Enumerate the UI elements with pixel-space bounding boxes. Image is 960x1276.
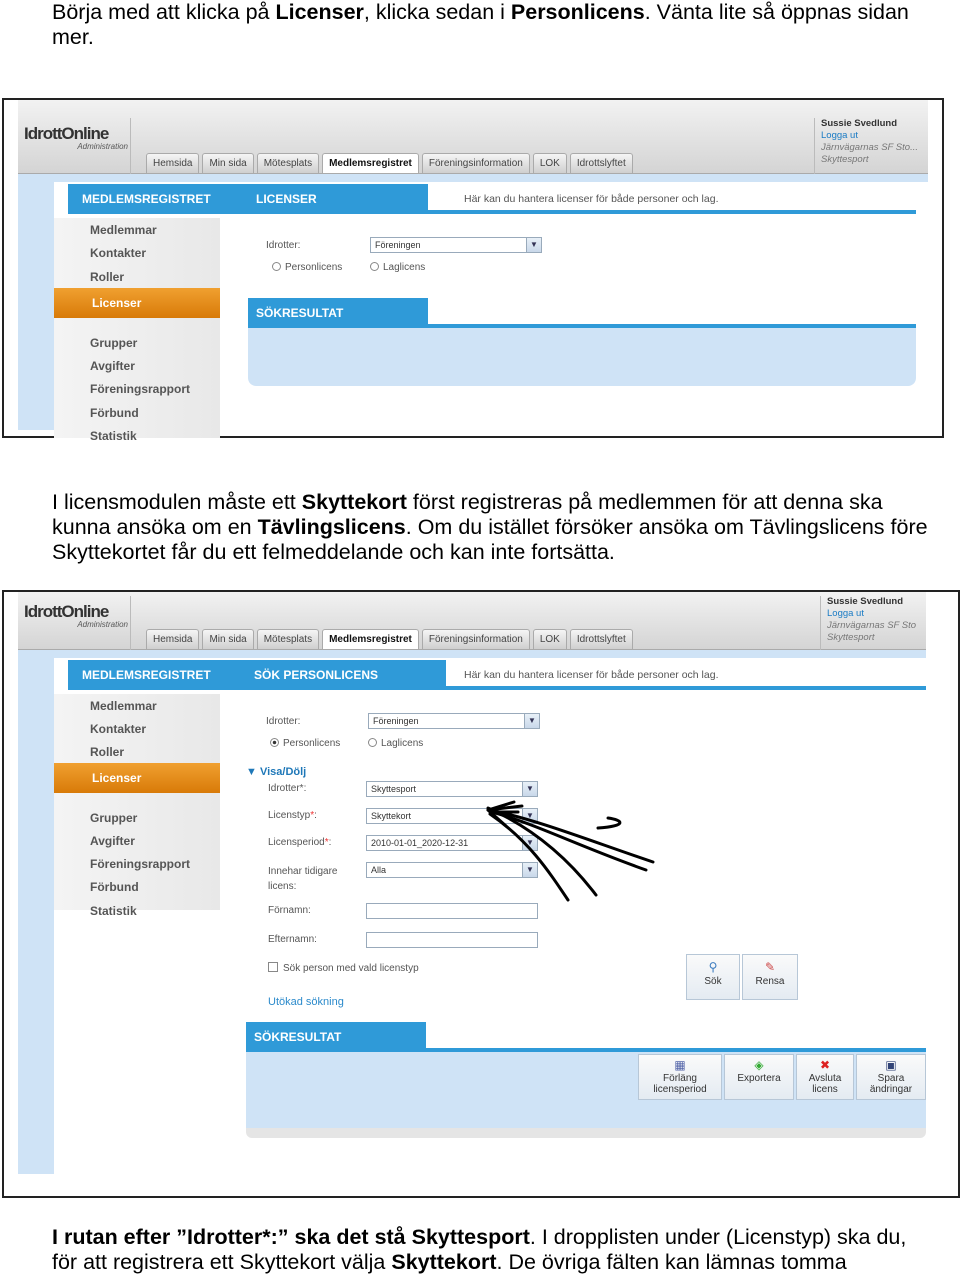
calendar-icon: ▦ (674, 1058, 686, 1072)
radio-laglicens[interactable]: Laglicens (368, 738, 423, 749)
idrotter-req-select[interactable]: Skyttesport ▼ (366, 781, 538, 797)
nav-lok[interactable]: LOK (533, 629, 567, 649)
chevron-down-icon: ▼ (522, 863, 537, 877)
innehar-label: Innehar tidigare licens: (268, 866, 338, 892)
side-title: MEDLEMSREGISTRET (68, 660, 248, 690)
menu-foreningsrapport[interactable]: Föreningsrapport (90, 382, 191, 396)
efternamn-label: Efternamn: (268, 934, 317, 945)
idrotter-label: Idrotter: (266, 240, 301, 251)
magnifier-icon: ⚲ (708, 960, 718, 974)
chevron-down-icon: ▼ (522, 836, 537, 850)
logout-link[interactable]: Logga ut (827, 608, 864, 619)
spara-andringar-button[interactable]: ▣ Spara ändringar (856, 1054, 926, 1100)
broom-icon: ✎ (764, 960, 776, 974)
tab-description: Här kan du hantera licenser för både personer och lag. (464, 660, 904, 690)
efternamn-input[interactable] (366, 932, 538, 948)
chevron-down-icon: ▼ (522, 809, 537, 823)
menu-roller[interactable]: Roller (90, 745, 125, 759)
main-nav-2 (146, 629, 633, 649)
licenstyp-label: Licenstyp*: (268, 810, 317, 821)
radio-personlicens[interactable]: Personlicens (270, 738, 340, 749)
licensperiod-select[interactable]: 2010-01-01_2020-12-31 ▼ (366, 835, 538, 851)
sok-personlicens-tab[interactable]: SÖK PERSONLICENS (246, 660, 446, 690)
menu-medlemmar[interactable]: Medlemmar (90, 223, 157, 237)
menu-kontakter[interactable]: Kontakter (90, 246, 147, 260)
logout-link[interactable]: Logga ut (821, 130, 858, 141)
export-icon: ◈ (754, 1058, 764, 1072)
results-tab: SÖKRESULTAT (248, 298, 428, 328)
menu-grupper[interactable]: Grupper (90, 336, 138, 350)
sok-vald-licenstyp-checkbox[interactable]: Sök person med vald licenstyp (268, 962, 419, 974)
nav-min-sida[interactable]: Min sida (202, 153, 253, 173)
nav-foreningsinformation[interactable]: Föreningsinformation (422, 629, 530, 649)
nav-motesplats[interactable]: Mötesplats (257, 629, 319, 649)
nav-hemsida[interactable]: Hemsida (146, 153, 199, 173)
idrottonline-logo-2: IdrottOnline Administration (24, 602, 128, 629)
rensa-button[interactable]: ✎ Rensa (742, 954, 798, 1000)
menu-kontakter[interactable]: Kontakter (90, 722, 147, 736)
side-menu (54, 218, 220, 443)
main-nav (146, 153, 633, 173)
menu-statistik[interactable]: Statistik (90, 429, 137, 443)
results-area (248, 328, 916, 386)
menu-statistik[interactable]: Statistik (90, 904, 137, 918)
menu-licenser[interactable]: Licenser (54, 288, 220, 318)
menu-foreningsrapport[interactable]: Föreningsrapport (90, 857, 191, 871)
menu-avgifter[interactable]: Avgifter (90, 359, 135, 373)
menu-grupper[interactable]: Grupper (90, 811, 138, 825)
menu-avgifter[interactable]: Avgifter (90, 834, 135, 848)
visa-dolj-toggle[interactable]: ▼ Visa/Dölj (246, 766, 307, 778)
triangle-down-icon: ▼ (246, 766, 260, 778)
chevron-down-icon: ▼ (522, 782, 537, 796)
menu-licenser[interactable]: Licenser (54, 763, 220, 793)
idrotter-paragraph: I rutan efter ”Idrotter*:” ska det stå Skyttesport. I dropplisten under (Licenstyp) ska du, för att registrera ett Skyttekort välja Skyttekort. De övriga fälten kan lämnas tomma (52, 1225, 907, 1274)
fornamn-label: Förnamn: (268, 905, 311, 916)
idrotter-select[interactable]: Föreningen ▼ (370, 237, 542, 253)
utokad-sokning-link[interactable]: Utökad sökning (268, 996, 344, 1008)
nav-medlemsregistret[interactable]: Medlemsregistret (322, 153, 419, 173)
skyttekort-paragraph: I licensmodulen måste ett Skyttekort först registreras på medlemmen för att denna ska kunna ansöka om en Tävlingslicens. Om du istället försöker ansöka om Tävlingslicens före Skyttekortet får du ett felmeddelande och kan inte fortsätta. (52, 490, 928, 564)
licenser-tab[interactable]: LICENSER (248, 184, 428, 214)
innehar-select[interactable]: Alla ▼ (366, 862, 538, 878)
avsluta-licens-button[interactable]: ✖ Avsluta licens (796, 1054, 854, 1100)
nav-medlemsregistret[interactable]: Medlemsregistret (322, 629, 419, 649)
forlang-licensperiod-button[interactable]: ▦ Förläng licensperiod (638, 1054, 722, 1100)
save-icon: ▣ (885, 1058, 897, 1072)
nav-idrottslyftet[interactable]: Idrottslyftet (570, 629, 633, 649)
exportera-button[interactable]: ◈ Exportera (724, 1054, 794, 1100)
nav-min-sida[interactable]: Min sida (202, 629, 253, 649)
idrotter-label: Idrotter: (266, 716, 301, 727)
sok-button[interactable]: ⚲ Sök (686, 954, 740, 1000)
chevron-down-icon: ▼ (524, 714, 539, 728)
side-title: MEDLEMSREGISTRET (68, 184, 248, 214)
user-box: Sussie Svedlund Logga ut Järnvägarnas SF Sto... Skyttesport (814, 118, 928, 174)
nav-foreningsinformation[interactable]: Föreningsinformation (422, 153, 530, 173)
nav-hemsida[interactable]: Hemsida (146, 629, 199, 649)
idrotter-req-label: Idrotter*: (268, 783, 307, 794)
menu-forbund[interactable]: Förbund (90, 406, 139, 420)
hand-drawn-arrow-icon (478, 800, 668, 910)
menu-forbund[interactable]: Förbund (90, 880, 139, 894)
nav-idrottslyftet[interactable]: Idrottslyftet (570, 153, 633, 173)
idrottonline-logo: IdrottOnline Administration (24, 124, 128, 151)
side-menu-2 (54, 694, 220, 918)
tab-description: Här kan du hantera licenser för både personer och lag. (464, 184, 924, 214)
screenshot-licenser (2, 98, 944, 443)
licenstyp-select[interactable]: Skyttekort ▼ (366, 808, 538, 824)
menu-medlemmar[interactable]: Medlemmar (90, 699, 157, 713)
nav-motesplats[interactable]: Mötesplats (257, 153, 319, 173)
app-header (18, 100, 928, 174)
idrotter-select[interactable]: Föreningen ▼ (368, 713, 540, 729)
radio-laglicens[interactable]: Laglicens (370, 262, 425, 273)
results-tab: SÖKRESULTAT (246, 1022, 426, 1052)
screenshot-sok-personlicens (2, 590, 960, 1198)
content-area (18, 174, 928, 443)
licensperiod-label: Licensperiod*: (268, 837, 332, 848)
user-box-2: Sussie Svedlund Logga ut Järnvägarnas SF Sto Skyttesport (820, 596, 926, 650)
app-header-2 (18, 592, 926, 650)
content-area-2 (18, 650, 926, 1174)
radio-personlicens[interactable]: Personlicens (272, 262, 342, 273)
intro-paragraph: Börja med att klicka på Licenser, klicka sedan i Personlicens. Vänta lite så öppnas sidan mer. (52, 0, 909, 49)
nav-lok[interactable]: LOK (533, 153, 567, 173)
close-icon: ✖ (819, 1058, 831, 1072)
chevron-down-icon: ▼ (526, 238, 541, 252)
menu-roller[interactable]: Roller (90, 270, 125, 284)
